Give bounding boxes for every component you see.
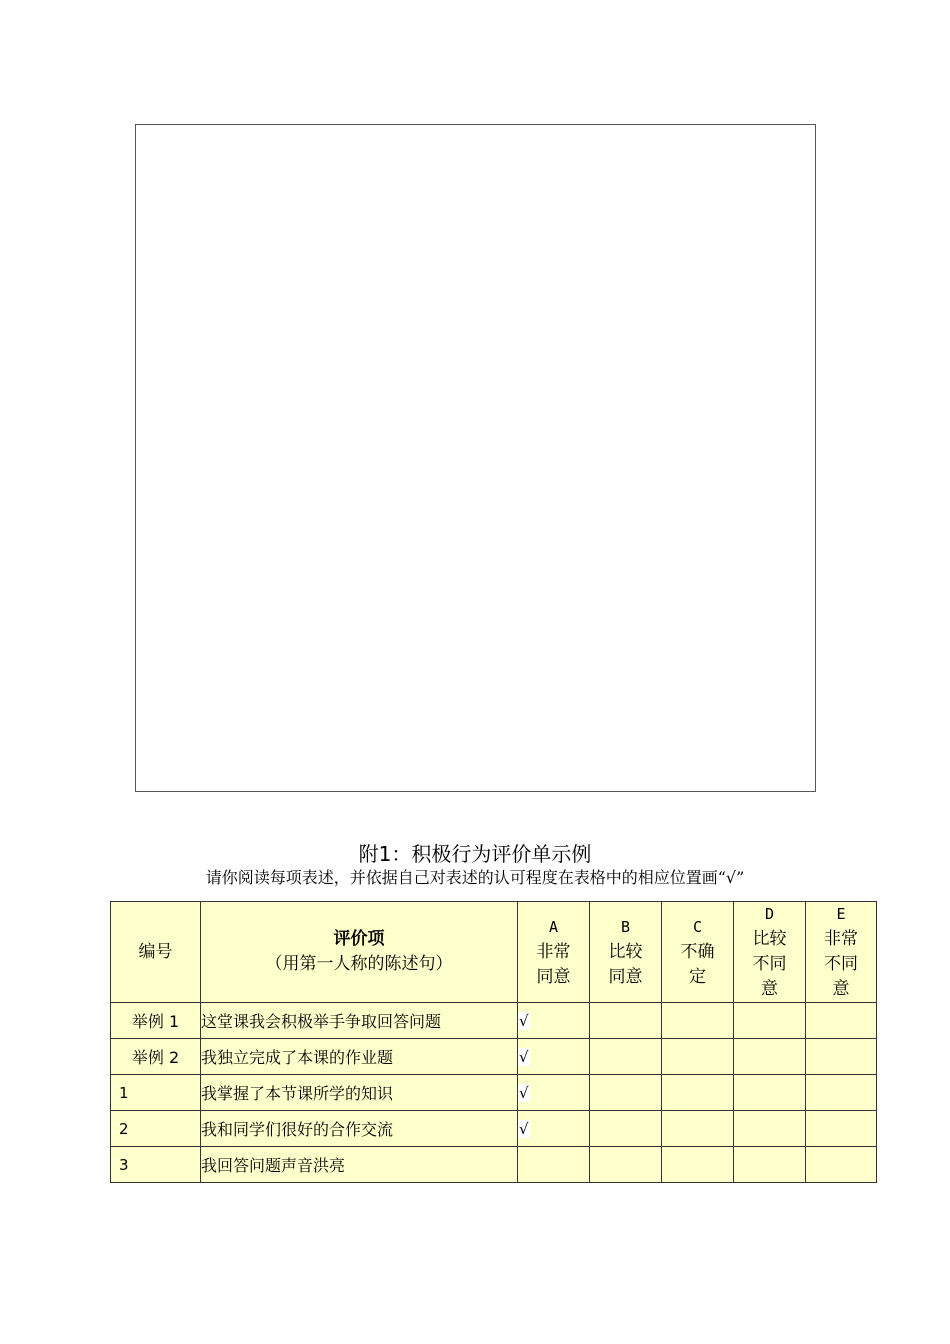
header-item [201,902,518,1003]
mark-cell-d[interactable] [734,1075,806,1111]
row-number: 1 [111,1075,201,1111]
evaluation-table [110,901,877,1183]
header-option-b [590,902,662,1003]
header-row [111,902,877,1003]
mark-cell-a[interactable] [518,1075,590,1111]
row-statement: 我和同学们很好的合作交流 [201,1111,518,1147]
form-instruction: 请你阅读每项表述，并依据自己对表述的认可程度在表格中的相应位置画“√” [205,868,745,887]
header-option-a [518,902,590,1003]
option-line-2: 同意 [608,966,643,987]
mark-cell-a[interactable] [518,1039,590,1075]
mark-cell-a[interactable] [518,1003,590,1039]
mark-cell-b[interactable] [590,1111,662,1147]
option-letter: E [836,905,846,923]
option-letter: C [692,917,703,936]
header-item-subtitle: （用第一人称的陈述句） [265,954,453,974]
blank-image-frame [135,124,816,792]
row-statement: 我独立完成了本课的作业题 [201,1039,518,1075]
option-line-2: 同意 [536,966,571,987]
option-line-1: 非常 [824,929,858,949]
option-line-1: 不确 [680,941,715,962]
option-letter: D [764,905,775,923]
row-statement: 我掌握了本节课所学的知识 [201,1075,518,1111]
option-line-3: 意 [832,979,850,999]
option-line-3: 意 [761,979,778,999]
mark-cell-e[interactable] [806,1075,877,1111]
header-number: 编号 [111,902,201,1003]
mark-cell-a[interactable] [518,1147,590,1183]
row-number: 2 [111,1111,201,1147]
header-option-c [662,902,734,1003]
form-title: 附1：积极行为评价单示例 [358,842,592,866]
mark-cell-e[interactable] [806,1111,877,1147]
option-line-1: 非常 [536,941,571,962]
option-line-1: 比较 [608,941,643,962]
row-number: 3 [111,1147,201,1183]
mark-cell-b[interactable] [590,1039,662,1075]
row-statement: 这堂课我会积极举手争取回答问题 [201,1003,518,1039]
mark-cell-c[interactable] [662,1147,734,1183]
mark-cell-b[interactable] [590,1003,662,1039]
checkmark: √ [519,1119,529,1138]
header-option-e [806,902,877,1003]
mark-cell-c[interactable] [662,1003,734,1039]
table-row [111,1147,877,1183]
header-option-d [734,902,806,1003]
row-number: 举例 1 [111,1003,201,1039]
mark-cell-d[interactable] [734,1003,806,1039]
table-row [111,1075,877,1111]
header-item-title: 评价项 [333,929,385,949]
option-letter: B [620,917,631,936]
mark-cell-d[interactable] [734,1147,806,1183]
mark-cell-a[interactable] [518,1111,590,1147]
checkmark: √ [519,1047,529,1066]
row-number: 举例 2 [111,1039,201,1075]
mark-cell-b[interactable] [590,1147,662,1183]
mark-cell-c[interactable] [662,1039,734,1075]
mark-cell-d[interactable] [734,1111,806,1147]
option-line-2: 不同 [824,954,858,974]
mark-cell-c[interactable] [662,1111,734,1147]
checkmark: √ [519,1011,529,1030]
option-letter: A [548,917,559,936]
table-row [111,1003,877,1039]
mark-cell-c[interactable] [662,1075,734,1111]
option-line-2: 不同 [752,954,787,974]
mark-cell-e[interactable] [806,1003,877,1039]
mark-cell-e[interactable] [806,1147,877,1183]
table-row [111,1039,877,1075]
mark-cell-e[interactable] [806,1039,877,1075]
mark-cell-b[interactable] [590,1075,662,1111]
checkmark: √ [519,1083,529,1102]
table-row [111,1111,877,1147]
option-line-2: 定 [689,966,706,987]
mark-cell-d[interactable] [734,1039,806,1075]
option-line-1: 比较 [752,929,787,949]
row-statement: 我回答问题声音洪亮 [201,1147,518,1183]
